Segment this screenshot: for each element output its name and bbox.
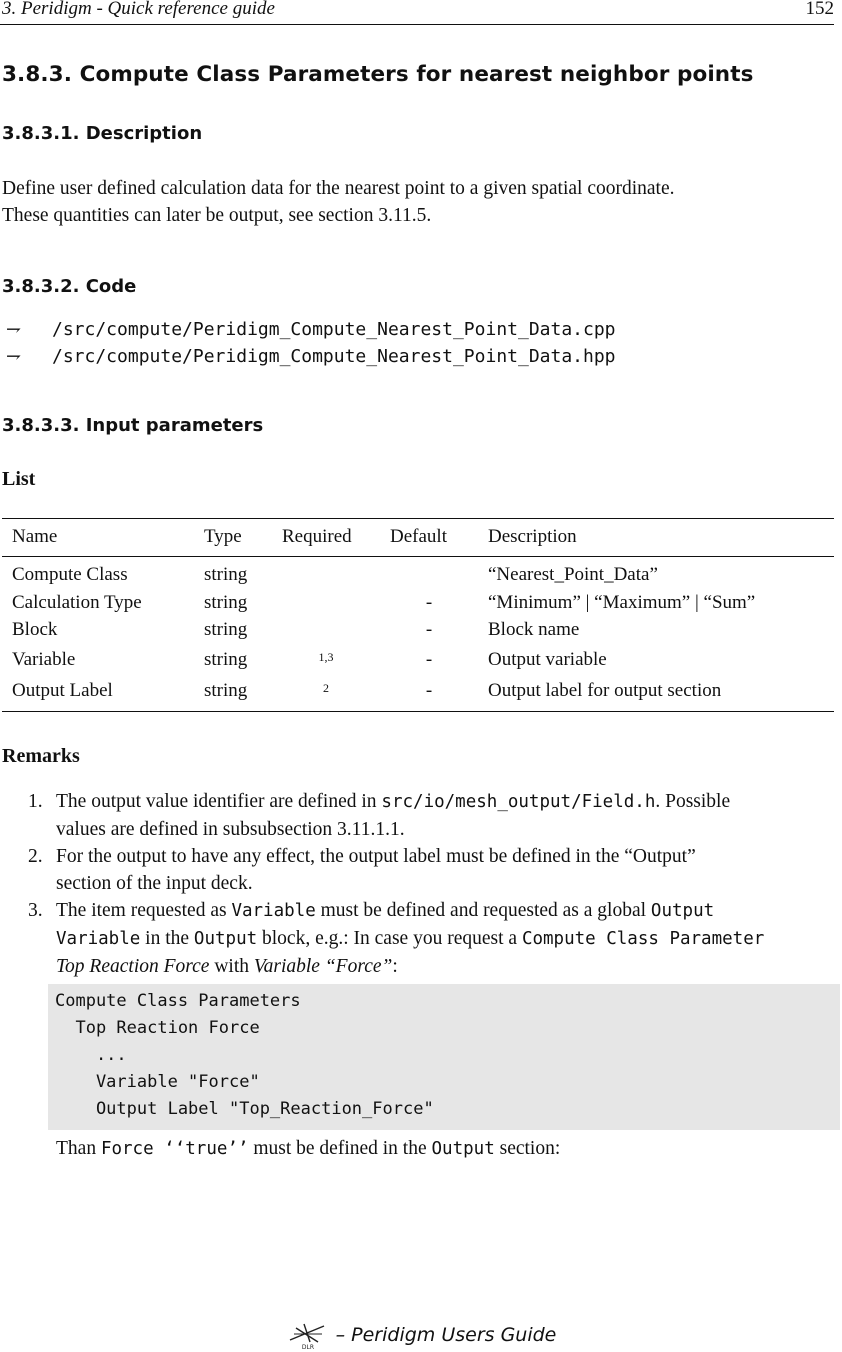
cell-default: - — [425, 619, 433, 640]
inline-code: ‘‘true’’ — [153, 1139, 249, 1159]
remark-item — [2, 897, 842, 980]
table-row — [2, 557, 834, 589]
code-file-list — [6, 316, 616, 370]
cell-required — [272, 644, 380, 676]
footer-text: – Peridigm Users Guide — [335, 1324, 557, 1346]
remark-code: src/io/mesh_output/Field.h — [381, 792, 656, 812]
cell-type: string — [204, 591, 248, 613]
table-row — [2, 589, 834, 617]
cell-type: string — [204, 564, 248, 585]
code-block — [48, 984, 840, 1130]
input-parameters-heading: 3.8.3.3. Input parameters — [2, 415, 264, 436]
table-row — [2, 675, 834, 711]
text: section: — [494, 1138, 561, 1159]
cell-description: Output label for output section — [488, 680, 722, 701]
cell-default: - — [425, 591, 433, 613]
remark-code: Compute Class Parameter — [521, 929, 765, 949]
remark-text: block, e.g.: In case you request a — [257, 928, 522, 949]
cell-description: Block name — [488, 619, 580, 640]
cell-required — [272, 616, 380, 644]
code-line: ... — [55, 1045, 127, 1065]
dlr-logo-icon — [286, 1320, 330, 1350]
code-heading: 3.8.3.2. Code — [2, 276, 137, 297]
remark-text: The item requested as — [56, 900, 232, 921]
header-title: 3. Peridigm - Quick reference guide — [2, 0, 275, 19]
remark-text: For the output to have any effect, the output label must be defined in the “Output” — [56, 846, 696, 867]
remark-code: Output — [650, 901, 715, 921]
description-line-1: Define user defined calculation data for the nearest point to a given spatial coordinate. — [2, 178, 675, 199]
remark-number: 3. — [28, 900, 43, 921]
remark-text: : — [392, 956, 398, 977]
code-file-item — [6, 316, 616, 343]
description-text — [2, 175, 836, 229]
remarks-label: Remarks — [2, 745, 80, 767]
code-line: Variable "Force" — [55, 1072, 260, 1092]
code-line: Compute Class Parameters — [55, 991, 301, 1011]
code-file-item — [6, 343, 616, 370]
parameters-table — [2, 518, 834, 712]
remarks-list — [2, 788, 842, 980]
remark-italic: Variable “Force” — [253, 956, 393, 977]
inline-code: Output — [431, 1139, 495, 1159]
description-heading: 3.8.3.1. Description — [2, 123, 203, 144]
col-header-name: Name — [12, 526, 58, 547]
cell-name: Compute Class — [12, 564, 128, 585]
col-header-description: Description — [488, 526, 577, 547]
code-block-text — [48, 984, 840, 1123]
inline-code: Force — [100, 1139, 154, 1159]
table-header-row — [2, 519, 834, 557]
page-footer — [0, 1318, 842, 1352]
remark-code: Output — [193, 929, 258, 949]
remark-code: Variable — [56, 929, 141, 949]
cell-name: Output Label — [12, 680, 113, 701]
remark-text: section of the input deck. — [56, 873, 253, 894]
remark-text: The output value identifier are defined in — [56, 791, 382, 812]
page-number: 152 — [805, 0, 834, 19]
cell-default: - — [425, 648, 433, 670]
cell-name: Block — [12, 619, 58, 640]
remark-text: . Possible — [655, 791, 731, 812]
remark-number: 2. — [28, 846, 43, 867]
col-header-required: Required — [282, 526, 352, 547]
remark-text: values are defined in subsubsection 3.11.1.1. — [56, 819, 405, 840]
code-line: Top Reaction Force — [55, 1018, 260, 1038]
text: must be defined in the — [248, 1138, 432, 1159]
col-header-type: Type — [204, 526, 242, 547]
logo-text: DLR — [301, 1344, 314, 1350]
cell-default — [380, 557, 478, 589]
table-row — [2, 616, 834, 644]
remark-code: Variable — [231, 901, 316, 921]
cell-required — [272, 557, 380, 589]
cell-type: string — [204, 648, 248, 670]
after-code-text — [56, 1135, 560, 1163]
running-header — [0, 0, 834, 25]
remark-text: in the — [140, 928, 194, 949]
cell-name: Calculation Type — [12, 591, 142, 613]
remark-item — [2, 843, 842, 897]
required-note: 1,3 — [318, 649, 334, 664]
section-title: 3.8.3. Compute Class Parameters for nearest neighbor points — [2, 62, 754, 87]
right-harpoon-icon: ⇁ — [6, 319, 22, 340]
right-harpoon-icon: ⇁ — [6, 346, 22, 367]
code-line: Output Label "Top_Reaction_Force" — [55, 1099, 434, 1119]
cell-type: string — [204, 619, 248, 640]
list-label: List — [2, 468, 36, 490]
code-file-path: /src/compute/Peridigm_Compute_Nearest_Point_Data.hpp — [52, 346, 616, 367]
cell-description: “Minimum” | “Maximum” | “Sum” — [488, 591, 756, 613]
table-row — [2, 644, 834, 676]
description-line-2: These quantities can later be output, see section 3.11.5. — [2, 205, 432, 226]
cell-default: - — [425, 680, 433, 701]
code-file-path: /src/compute/Peridigm_Compute_Nearest_Point_Data.cpp — [52, 319, 616, 340]
col-header-default: Default — [390, 526, 447, 547]
cell-required — [272, 675, 380, 711]
text: Than — [56, 1138, 101, 1159]
remark-number: 1. — [28, 791, 43, 812]
remark-italic: Top Reaction Force — [56, 956, 210, 977]
cell-name: Variable — [12, 648, 76, 670]
cell-description: Output variable — [488, 648, 607, 670]
cell-required — [272, 589, 380, 617]
cell-description: “Nearest_Point_Data” — [488, 564, 658, 585]
remark-item — [2, 788, 842, 843]
remark-text: must be defined and requested as a global — [315, 900, 651, 921]
cell-type: string — [204, 680, 248, 701]
remark-text: with — [209, 956, 254, 977]
required-note: 2 — [323, 681, 329, 695]
